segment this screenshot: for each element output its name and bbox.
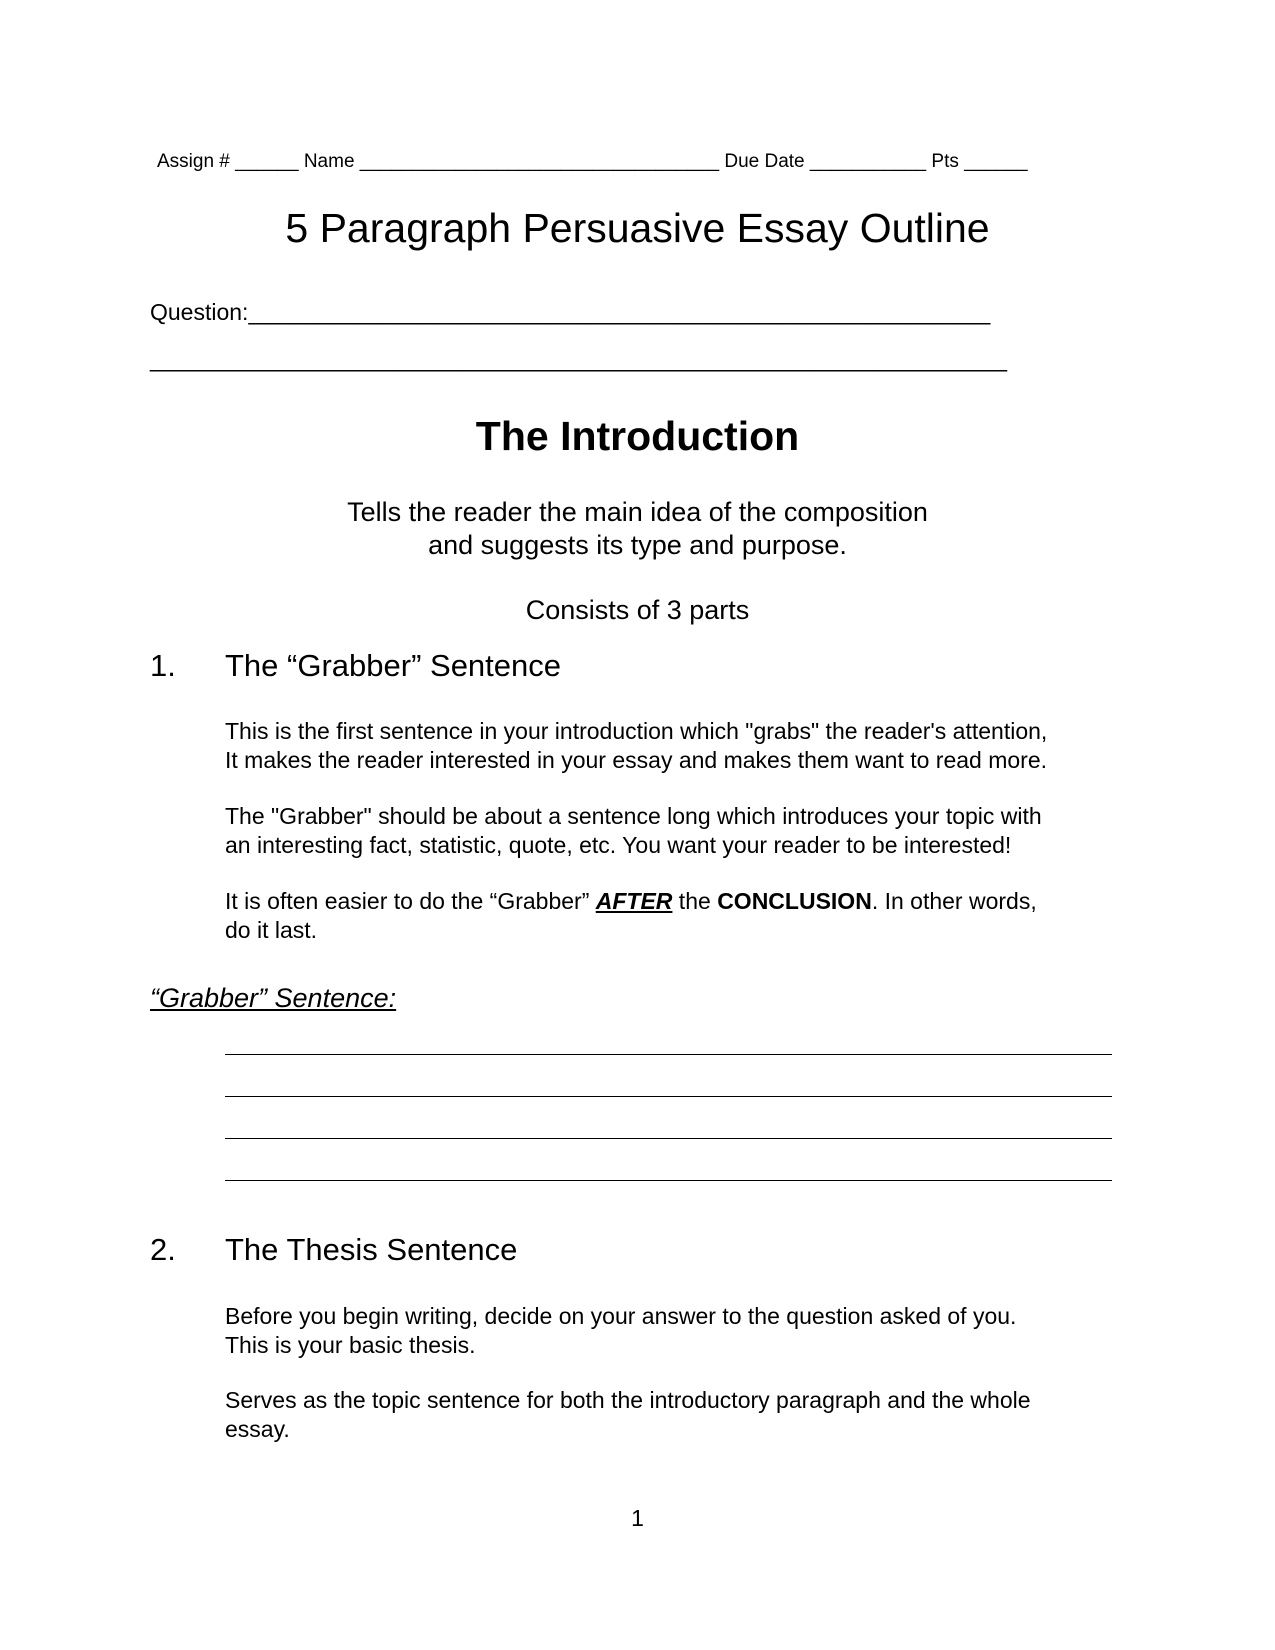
page-title: 5 Paragraph Persuasive Essay Outline: [285, 205, 990, 251]
question-field: Question:__________________________________________________________: [150, 299, 991, 325]
section1-paragraph2-line1: The "Grabber" should be about a sentence long which introduces your topic with: [225, 803, 1042, 829]
section2-paragraph1-line1: Before you begin writing, decide on your answer to the question asked of you.: [225, 1303, 1017, 1329]
answer-line[interactable]: [225, 1138, 1112, 1139]
introduction-description-line1: Tells the reader the main idea of the composition: [347, 497, 928, 527]
section2-paragraph2-line2: essay.: [225, 1416, 290, 1442]
consists-of-parts: Consists of 3 parts: [525, 595, 750, 625]
answer-line[interactable]: [225, 1054, 1112, 1055]
section2-title: The Thesis Sentence: [225, 1232, 518, 1267]
section2-paragraph2-line1: Serves as the topic sentence for both the introductory paragraph and the whole: [225, 1387, 1031, 1413]
section1-paragraph3-text2: the: [672, 888, 718, 914]
section1-paragraph3-text3: . In other words,: [871, 888, 1037, 914]
introduction-description: [0, 496, 1275, 562]
assignment-header: Assign # ______ Name __________________________________ Due Date ___________ Pts ______: [157, 151, 1028, 172]
grabber-sentence-label: “Grabber” Sentence:: [150, 983, 397, 1013]
section1-title: The “Grabber” Sentence: [225, 648, 562, 683]
answer-line[interactable]: [225, 1096, 1112, 1097]
introduction-description-line2: and suggests its type and purpose.: [428, 530, 847, 560]
section1-paragraph1: [225, 717, 1125, 775]
section1-paragraph3-line1: [225, 887, 1125, 916]
section1-paragraph2: [225, 802, 1125, 860]
section1-paragraph3-line2: do it last.: [225, 917, 318, 943]
answer-line[interactable]: [225, 1180, 1112, 1181]
section2-paragraph1: [225, 1302, 1125, 1360]
after-emphasis: AFTER: [595, 888, 673, 914]
section2-paragraph1-line2: This is your basic thesis.: [225, 1332, 476, 1358]
page-number: 1: [631, 1505, 644, 1531]
section1-number: 1.: [150, 648, 176, 683]
section1-paragraph2-line2: an interesting fact, statistic, quote, etc. You want your reader to be interested!: [225, 832, 1012, 858]
introduction-heading: The Introduction: [475, 413, 800, 459]
conclusion-emphasis: CONCLUSION: [717, 888, 872, 914]
question-field-line2: ___________________________________________________________________: [150, 346, 1008, 372]
section1-paragraph3: [225, 887, 1125, 945]
section1-paragraph3-text1: It is often easier to do the “Grabber”: [225, 888, 596, 914]
section2-paragraph2: [225, 1386, 1125, 1444]
section1-paragraph1-line2: It makes the reader interested in your essay and makes them want to read more.: [225, 747, 1048, 773]
section1-paragraph1-line1: This is the first sentence in your introduction which "grabs" the reader's attention,: [225, 718, 1048, 744]
section2-number: 2.: [150, 1232, 176, 1267]
